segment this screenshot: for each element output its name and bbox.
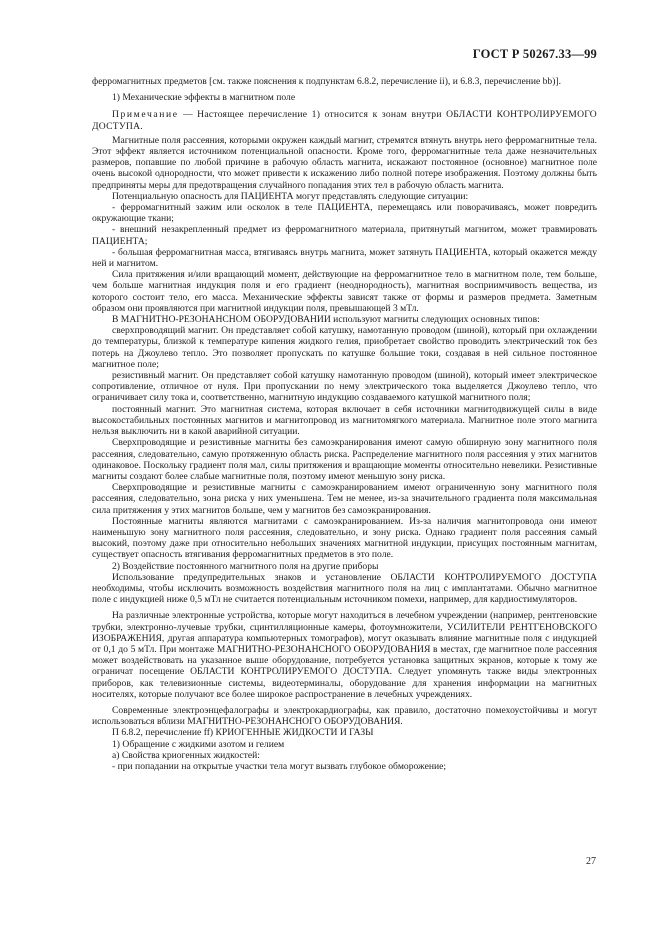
note-text: — Настоящее перечисление 1) относится к зонам внутри ОБЛАСТИ КОНТРОЛИРУЕМОГО ДОСТУПА. bbox=[92, 109, 597, 132]
paragraph: резистивный магнит. Он представляет собой катушку намотанную проводом (шиной), который имеет электрическое сопротивление, отличное от нуля. При пропускании по нему электрического тока выделяется Джоулево тепло, что ограничивает силу тока и, соответственно, магнитную индукцию создаваемого катушкой магнитного поля; bbox=[92, 370, 597, 404]
note-label: Примечание bbox=[112, 109, 179, 121]
item-heading: а) Свойства криогенных жидкостей: bbox=[112, 749, 260, 761]
paragraph: Потенциальную опасность для ПАЦИЕНТА могут представлять следующие ситуации: bbox=[112, 190, 469, 202]
list-item: - ферромагнитный зажим или осколок в теле ПАЦИЕНТА, перемещаясь или поворачиваясь, может повредить окружающие ткани; bbox=[92, 202, 597, 225]
paragraph: сверхпроводящий магнит. Он представляет собой катушку, намотанную проводом (шиной), который при охлаждении до температуры, близкой к температуре кипения жидкого гелия, приобретает свойство проводить электрический ток без потерь на Джоулево тепло. Это позволяет пропускать по катушке большие токи, создавая в ней сильное постоянное магнитное поле; bbox=[92, 325, 597, 370]
list-item: - большая ферромагнитная масса, втягиваясь внутрь магнита, может затянуть ПАЦИЕНТА, который окажется между ней и магнитом. bbox=[92, 246, 597, 270]
page-number: 27 bbox=[586, 856, 596, 867]
paragraph: Сверхпроводящие и резистивные магниты без самоэкранирования имеют самую обширную зону магнитного поля рассеяния, следовательно, самую протяженную область риска. Распределение магнитного поля рассеяния у этих магнитов одинаковое. Поскольку градиент поля мал, силы притяжения и вращающие моменты относительно невелики. Резистивные магниты создают более слабые магнитные поля, поэтому имеют меньшую зону риска. bbox=[92, 437, 597, 482]
paragraph: На различные электронные устройства, которые могут находиться в лечебном учреждении (например, рентгеновские трубки, электронно-лучевые трубки, сцинтилляционные камеры, фотоумножители, УСИЛИТЕЛИ РЕНТГЕНОВСКОГО ИЗОБРАЖЕНИЯ, другая аппаратура компьютерных томографов), могут оказывать влияние магнитные поля с индукцией от 0,1 до 5 мТл. При монтаже МАГНИТНО-РЕЗОНАНСНОГО ОБОРУДОВАНИЯ в местах, где магнитное поле рассеяния может воздействовать на указанное выше оборудование, потребуется установка защитных экранов, которые к тому же ограничат посещение ОБЛАСТИ КОНТРОЛИРУЕМОГО ДОСТУПА. Следует упомянуть также виды электронных приборов, как телевизионные системы, видеотерминалы, оборудование для хранения информации на магнитных носителях, которые получают все более широкое распространение в лечебных учреждениях. bbox=[92, 610, 597, 700]
list-item: - внешний незакрепленный предмет из ферромагнитного материала, притянутый магнитом, может травмировать ПАЦИЕНТА; bbox=[92, 224, 597, 247]
paragraph: Постоянные магниты являются магнитами с самоэкранированием. Из-за наличия магнитопровода они имеют наименьшую зону магнитного поля рассеяния, следовательно, и зону риска. Однако градиент поля рассеяния самый высокий, поэтому даже при относительно небольших значениях магнитной индукции, присущих постоянным магнитам, существует опасность втягивания ферромагнитных предметов в это поле. bbox=[92, 515, 597, 561]
item-heading: 1) Обращение с жидкими азотом и гелием bbox=[112, 738, 285, 750]
item-heading: 1) Механические эффекты в магнитном поле bbox=[112, 92, 296, 104]
list-item: - при попадании на открытые участки тела могут вызвать глубокое обморожение; bbox=[112, 760, 447, 772]
note bbox=[92, 109, 597, 131]
paragraph: Сила притяжения и/или вращающий момент, действующие на ферромагнитное тело в магнитном поле, тем больше, чем больше магнитная индукция поля и его градиент (неоднородность), магнитная восприимчивость вещества, из которого состоит тело, его масса. Механические эффекты зависят также от формы и размеров предмета. Заметным образом они проявляются при магнитной индукции поля, превышающей 3 мТл. bbox=[92, 269, 597, 314]
item-heading: 2) Воздействие постоянного магнитного поля на другие приборы bbox=[112, 560, 379, 572]
paragraph: В МАГНИТНО-РЕЗОНАНСНОМ ОБОРУДОВАНИИ используют магниты следующих основных типов: bbox=[112, 314, 540, 326]
section-heading: П 6.8.2, перечисление ff) КРИОГЕННЫЕ ЖИДКОСТИ И ГАЗЫ bbox=[112, 727, 374, 739]
paragraph: Сверхпроводящие и резистивные магниты с самоэкранированием имеют ограниченную зону магнитного поля рассеяния, следовательно, зона риска у них уменьшена. Тем не менее, из-за значительного градиента поля максимальная сила притяжения у этих магнитов больше, чем у магнитов без самоэкранирования. bbox=[92, 482, 597, 516]
paragraph: Современные электроэнцефалографы и электрокардиографы, как правило, достаточно помехоустойчивы и могут использоваться вблизи МАГНИТНО-РЕЗОНАНСНОГО ОБОРУДОВАНИЯ. bbox=[92, 704, 597, 728]
text-body bbox=[92, 76, 597, 772]
standard-number-header: ГОСТ Р 50267.33—99 bbox=[472, 47, 597, 61]
paragraph: постоянный магнит. Это магнитная система, которая включает в себя источники магнитодвижущей силы в виде высокостабильных постоянных магнитов и магнитопровод из магнитомягкого материала. Магнитное поле этого магнита нельзя выключить ни в какой аварийной ситуации. bbox=[92, 403, 597, 438]
paragraph: Использование предупредительных знаков и установление ОБЛАСТИ КОНТРОЛИРУЕМОГО ДОСТУПА необходимы, чтобы исключить возможность воздействия магнитного поля на лиц с имплантатами. Обычно магнитное поле с индукцией ниже 0,5 мТл не считается потенциальным источником помехи, например, для кардиостимуляторов. bbox=[92, 571, 597, 606]
paragraph: ферромагнитных предметов [см. также пояснения к подпунктам 6.8.2, перечисление ii), и 6.8.3, перечисление bb)]. bbox=[92, 76, 562, 87]
paragraph: Магнитные поля рассеяния, которыми окружен каждый магнит, стремятся втянуть внутрь него ферромагнитные тела. Этот эффект является источником потенциальной опасности. Кроме того, ферромагнитные тела даже незначительных размеров, попавшие по любой причине в рабочую область магнита, искажают постоянное (основное) магнитное поле очень высокой однородности, что может привести к искажению либо полной потере изображения. Поэтому должны быть предприняты меры для предотвращения случайного попадания этих тел в рабочую область магнита. bbox=[92, 134, 597, 191]
